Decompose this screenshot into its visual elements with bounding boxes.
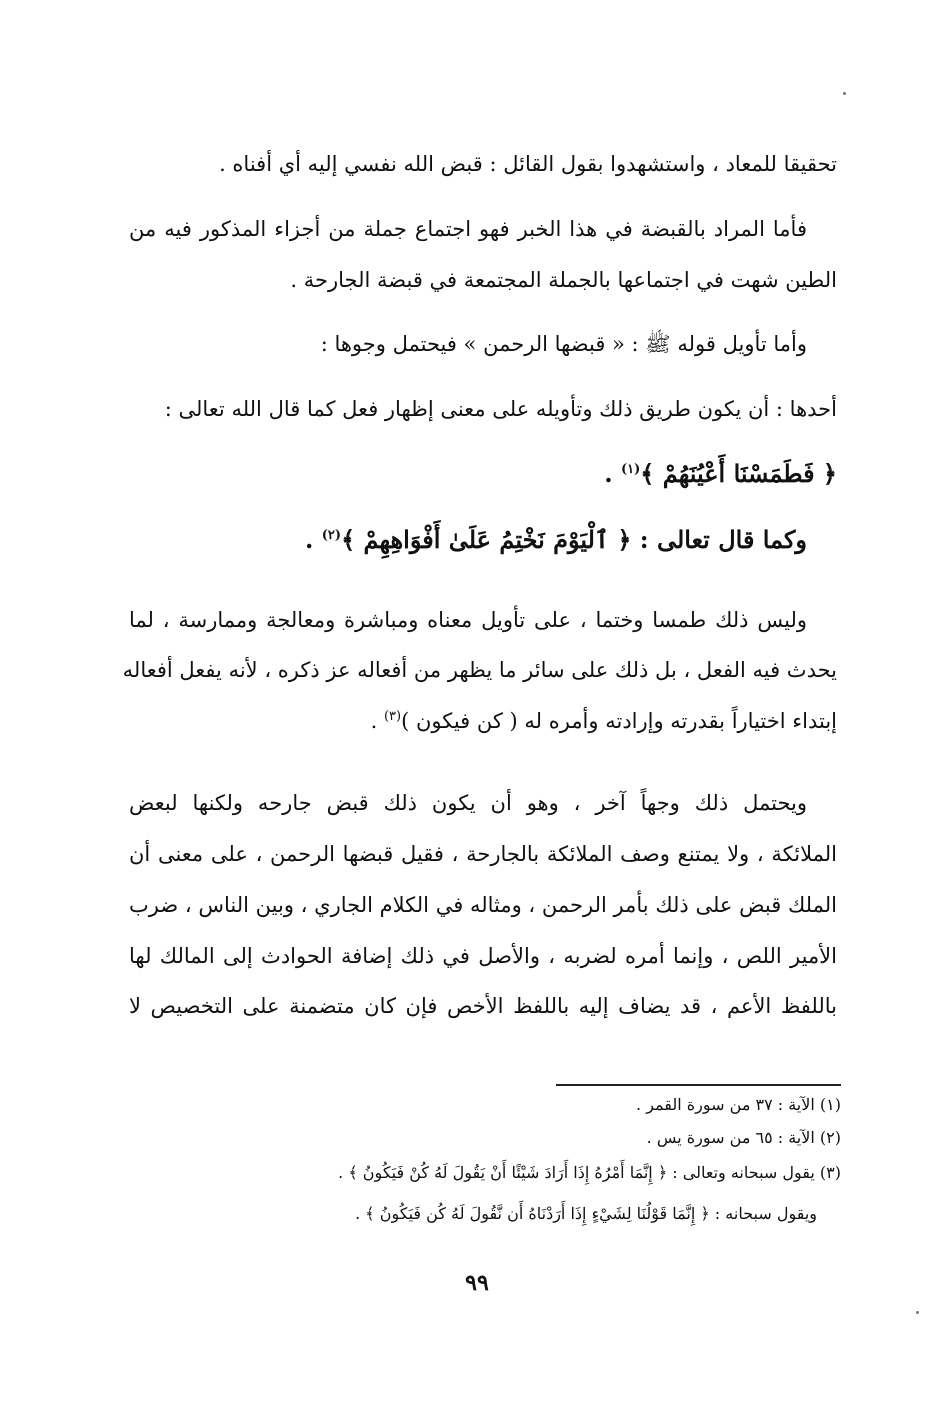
line-10-end: . — [370, 709, 384, 733]
footnote-2: (٢) الآية : ٦٥ من سورة يس . — [646, 1128, 841, 1147]
verse-2-end: . — [305, 525, 322, 554]
footnote-divider — [556, 1084, 841, 1086]
verse-1-end: . — [604, 459, 621, 488]
body-line-14: الأمير اللص ، وإنما أمره لضربه ، والأصل في ذلك إضافة الحوادث إلى المالك لها — [129, 944, 837, 968]
body-line-1: تحقيقا للمعاد ، واستشهدوا بقول القائل : قبض الله نفسي إليه أي أفناه . — [219, 152, 837, 176]
quran-verse-1-text: ﴿ فَطَمَسْنَا أَعْيُنَهُمْ ﴾ — [640, 459, 837, 488]
body-line-4: وأما تأويل قوله ﷺ : « قبضها الرحمن » فيحتمل وجوها : — [320, 332, 807, 356]
body-line-8: وليس ذلك طمسا وختما ، على تأويل معناه ومباشرة ومعالجة وممارسة ، لما — [129, 608, 807, 632]
footnote-3: (٣) يقول سبحانه وتعالى : ﴿ إِنَّمَا أَمْرُهُ إِذَا أَرَادَ شَيْئًا أَنْ يَقُولَ لَهُ كُنْ فَيَكُونُ ﴾ . — [338, 1163, 841, 1182]
body-line-12: الملائكة ، ولا يمتنع وصف الملائكة بالجارحة ، فقيل قبضها الرحمن ، على معنى أن — [129, 842, 837, 866]
quran-verse-1 — [129, 459, 837, 488]
footnote-ref-2: (٢) — [321, 528, 342, 543]
quran-verse-2-text: وكما قال تعالى : ﴿ ٱلْيَوْمَ نَخْتِمُ عَلَىٰ أَفْوَاهِهِمْ ﴾ — [341, 525, 807, 554]
body-line-11: ويحتمل ذلك وجهاً آخر ، وهو أن يكون ذلك قبض جارحه ولكنها لبعض — [129, 791, 807, 815]
scan-speck — [843, 92, 846, 95]
footnote-3-continued: ويقول سبحانه : ﴿ إِنَّمَا قَوْلُنَا لِشَيْءٍ إِذَا أَرَدْنَاهُ أَن نَّقُولَ لَهُ كُن فَيَكُونُ ﴾ . — [355, 1204, 817, 1223]
scan-speck — [916, 1311, 919, 1314]
page-number: ٩٩ — [465, 1270, 489, 1296]
body-line-9: يحدث فيه الفعل ، بل ذلك على سائر ما يظهر من أفعاله عز ذكره ، لأنه يفعل أفعاله — [122, 658, 837, 682]
body-line-13: الملك قبض على ذلك بأمر الرحمن ، ومثاله في الكلام الجاري ، وبين الناس ، ضرب — [129, 893, 837, 917]
body-line-10-text: إبتداء اختياراً بقدرته وإرادته وأمره له ( كن فيكون ) — [401, 709, 837, 733]
footnote-ref-3: (٣) — [383, 709, 402, 724]
body-line-3: الطين شهت في اجتماعها بالجملة المجتمعة في قبضة الجارحة . — [290, 268, 837, 292]
footnote-ref-1: (١) — [621, 462, 641, 477]
body-line-10 — [129, 710, 837, 732]
quran-verse-2 — [129, 525, 807, 554]
footnote-1: (١) الآية : ٣٧ من سورة القمر . — [636, 1095, 841, 1114]
body-line-2: فأما المراد بالقبضة في هذا الخبر فهو اجتماع جملة من أجزاء المذكور فيه من — [129, 217, 807, 241]
body-line-15: باللفظ الأعم ، قد يضاف إليه باللفظ الأخص فإن كان متضمنة على التخصيص لا — [129, 994, 837, 1018]
body-line-5: أحدها : أن يكون طريق ذلك وتأويله على معنى إظهار فعل كما قال الله تعالى : — [164, 397, 837, 421]
